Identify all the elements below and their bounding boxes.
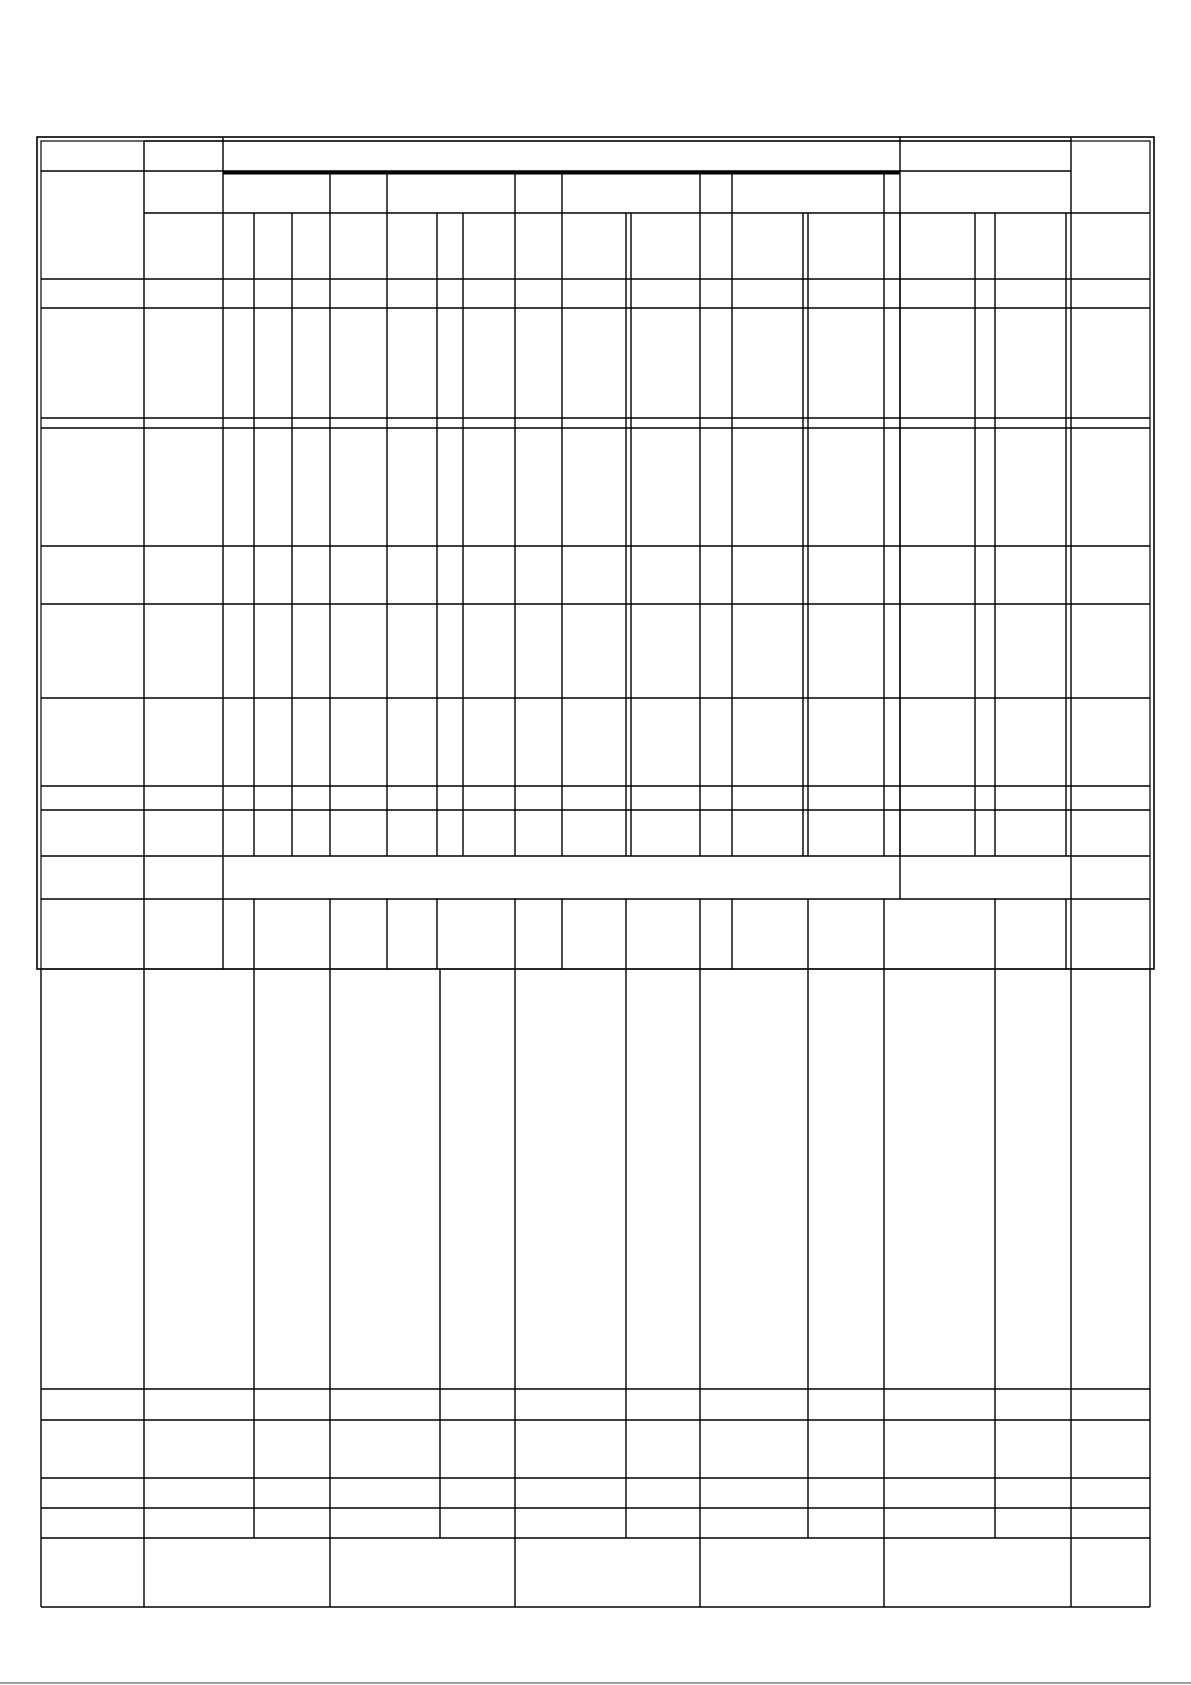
bottom-edge-mark (0, 1672, 1191, 1673)
upper-table-outer-border (37, 137, 1154, 969)
upper-table-inner-border (41, 141, 1150, 969)
